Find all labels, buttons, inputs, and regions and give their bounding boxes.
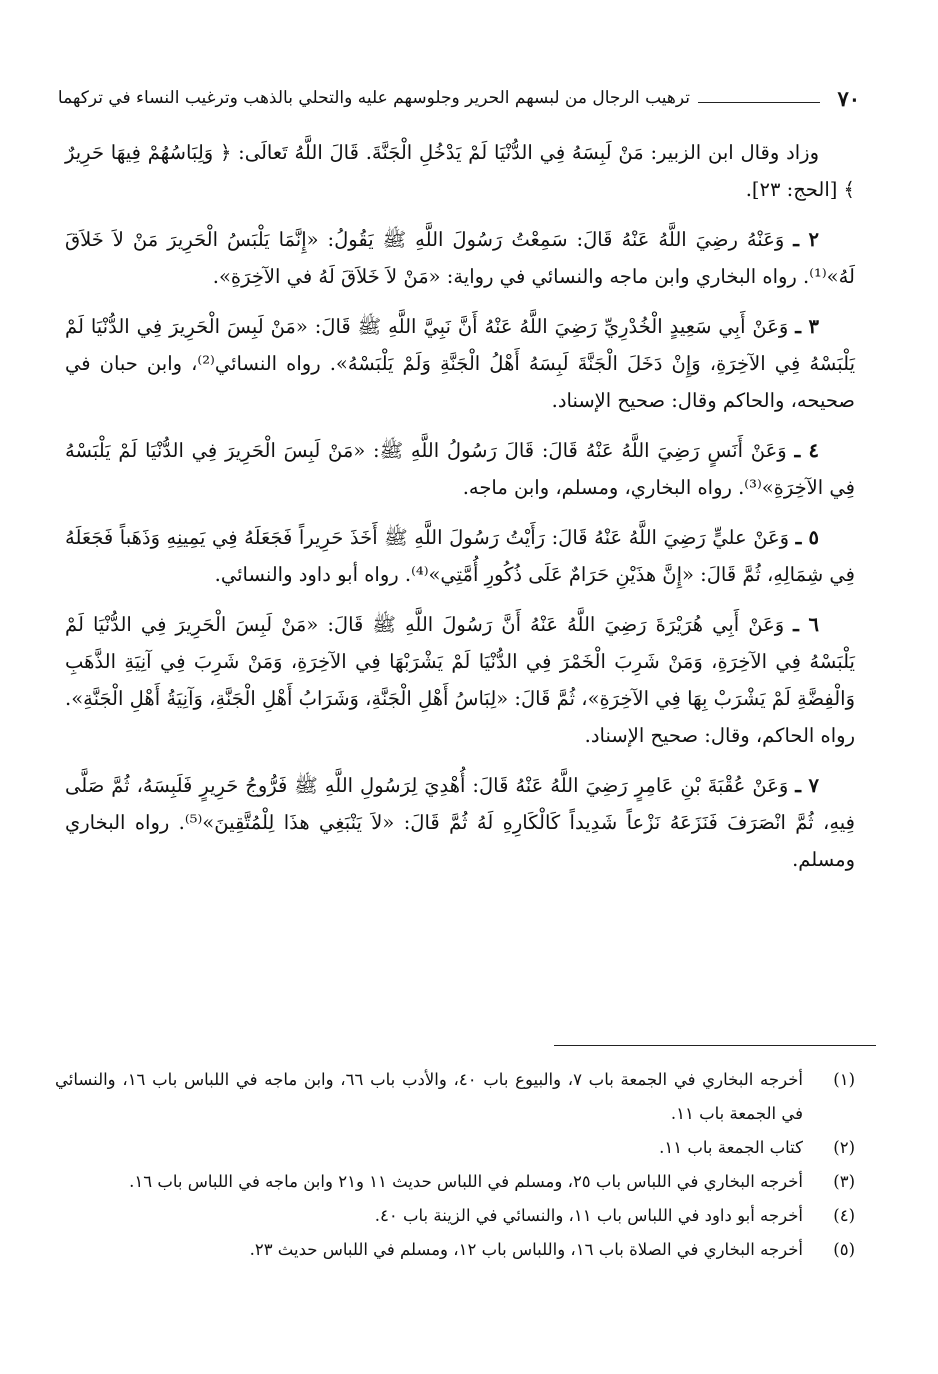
hadith-number: ٧ ـ — [795, 774, 819, 797]
running-title: ترهيب الرجال من لبسهم الحرير وجلوسهم عليه والتحلي بالذهب وترغيب النساء في تركهما — [57, 88, 690, 108]
footnote-mark: (٥) — [833, 1240, 855, 1259]
hadith-6 — [65, 606, 855, 754]
footnote-text: أخرجه البخاري في الصلاة باب ١٦، واللباس باب ١٢، ومسلم في اللباس حديث ٢٣. — [249, 1240, 803, 1259]
footnote-2 — [55, 1131, 855, 1165]
footnote-mark: (٤) — [833, 1206, 855, 1225]
page-number: ٧٠ — [837, 86, 860, 111]
footnote-text: كتاب الجمعة باب ١١. — [659, 1138, 803, 1157]
hadith-number: ٤ ـ — [794, 439, 819, 462]
hadith-number: ٥ ـ — [795, 526, 819, 549]
footnote-mark: (٣) — [833, 1172, 855, 1191]
footnote-text: أخرجه البخاري في اللباس باب ٢٥، ومسلم في اللباس حديث ١١ و٢١ وابن ماجه في اللباس باب ١٦. — [129, 1172, 803, 1191]
footnote-5 — [55, 1233, 855, 1267]
footnote-1 — [55, 1063, 855, 1131]
footnotes — [55, 1063, 855, 1267]
hadith-text: وَعَنْ أَبِي سَعِيدٍ الْخُدْرِيِّ رَضِيَ اللَّهُ عَنْهُ أَنَّ نَبِيَّ اللَّهِ ﷺ قَالَ: «مَنْ لَبِسَ الْحَرِيرَ فِي الدُّنْيَا لَمْ يَلْبَسْهُ فِي الآخِرَةِ، وَإِنْ دَخَلَ الْجَنَّةَ لَبِسَهُ أَهْلُ الْجَنَّةِ وَلَمْ يَلْبَسْهُ». رواه النسائي⁽²⁾، وابن حبان في صحيحه، والحاكم وقال: صحيح الإسناد. — [65, 315, 855, 412]
hadith-text: وَعَنْ عليٍّ رَضِيَ اللَّهُ عَنْهُ قَالَ: رَأَيْتُ رَسُولَ اللَّهِ ﷺ أَخَذَ حَرِيراً فَجَعَلَهُ فِي يَمِينِهِ وَذَهَباً فَجَعَلَهُ فِي شِمَالِهِ، ثُمَّ قَالَ: «إِنَّ هذَيْنِ حَرَامٌ عَلَى ذُكُورِ أُمَّتِي»⁽⁴⁾. رواه أبو داود والنسائي. — [65, 526, 855, 586]
hadith-text: وَعَنْهُ رضِيَ اللَّهُ عَنْهُ قَالَ: سَمِعْتُ رَسُولَ اللَّهِ ﷺ يَقُولُ: «إِنَّمَا يَلْبَسُ الْحَرِيرَ مَنْ لاَ خَلاَقَ لَهُ»⁽¹⁾. رواه البخاري وابن ماجه والنسائي في رواية: «مَنْ لاَ خَلاَقَ لَهُ في الآخِرَةِ». — [65, 228, 855, 288]
main-text — [65, 134, 855, 891]
hadith-4 — [65, 432, 855, 506]
hadith-number: ٢ ـ — [793, 228, 819, 251]
hadith-2 — [65, 221, 855, 295]
hadith-7 — [65, 767, 855, 878]
hadith-text: وَعَنْ أَنَسٍ رَضِيَ اللَّهُ عَنْهُ قَالَ: قَالَ رَسُولُ اللَّهِ ﷺ: «مَنْ لَبِسَ الْحَرِيرَ فِي الدُّنْيَا لَمْ يَلْبَسْهُ فِي الآخِرَةِ»⁽³⁾. رواه البخاري، ومسلم، وابن ماجه. — [65, 439, 855, 499]
hadith-text: وَعَنْ عُقْبَةَ بْنِ عَامِرٍ رَضِيَ اللَّهُ عَنْهُ قَالَ: أُهْدِيَ لِرَسُولِ اللَّهِ ﷺ فَرُّوجُ حَرِيرٍ فَلَبِسَهُ، ثُمَّ صَلَّى فِيهِ، ثُمَّ انْصَرَفَ فَنَزَعَهُ نَزْعاً شَدِيداً كَالْكَارِهِ لَهُ ثُمَّ قَالَ: «لاَ يَنْبَغِي هذَا لِلْمُتَّقِينَ»⁽⁵⁾. رواه البخاري ومسلم. — [65, 774, 855, 871]
hadith-3 — [65, 308, 855, 419]
hadith-text: وَعَنْ أَبِي هُرَيْرَةَ رَضِيَ اللَّهُ عَنْهُ أَنَّ رَسُولَ اللَّهِ ﷺ قَالَ: «مَنْ لَبِسَ الْحَرِيرَ فِي الدُّنْيَا لَمْ يَلْبَسْهُ فِي الآخِرَةِ، وَمَنْ شَرِبَ الْخَمْرَ فِي الدُّنْيَا لَمْ يَشْرَبْهَا فِي الآخِرَةِ، وَمَنْ شَرِبَ فِي آنِيَةِ الذَّهَبِ وَالْفِضَّةِ لَمْ يَشْرَبْ بِهَا فِي الآخِرَةِ»، ثُمَّ قَالَ: «لِبَاسُ أَهْلِ الْجَنَّةِ، وَشَرَابُ أَهْلِ الْجَنَّةِ، وَآنِيَةُ أَهْلِ الْجَنَّةِ». رواه الحاكم، وقال: صحيح الإسناد. — [65, 613, 855, 747]
footnote-text: أخرجه أبو داود في اللباس باب ١١، والنسائي في الزينة باب ٤٠. — [374, 1206, 803, 1225]
footnote-4 — [55, 1199, 855, 1233]
footnote-mark: (٢) — [833, 1138, 855, 1157]
page-header — [57, 86, 860, 120]
footnote-3 — [55, 1165, 855, 1199]
footnote-mark: (١) — [833, 1070, 855, 1089]
footnote-text: أخرجه البخاري في الجمعة باب ٧، والبيوع باب ٤٠، والأدب باب ٦٦، وابن ماجه في اللباس باب ١٦، والنسائي في الجمعة باب ١١. — [55, 1070, 803, 1123]
header-rule — [698, 102, 820, 103]
hadith-number: ٦ ـ — [793, 613, 819, 636]
hadith-5 — [65, 519, 855, 593]
footnote-separator — [554, 1045, 876, 1046]
paragraph-intro: وزاد وقال ابن الزبير: مَنْ لَبِسَهُ فِي الدُّنْيَا لَمْ يَدْخُلِ الْجَنَّةَ. قَالَ اللَّهُ تَعالَى: ﴿ وَلِبَاسُهُمْ فِيهَا حَرِيرٌ ﴾ [الحج: ٢٣]. — [65, 141, 855, 201]
hadith-number: ٣ ـ — [795, 315, 819, 338]
